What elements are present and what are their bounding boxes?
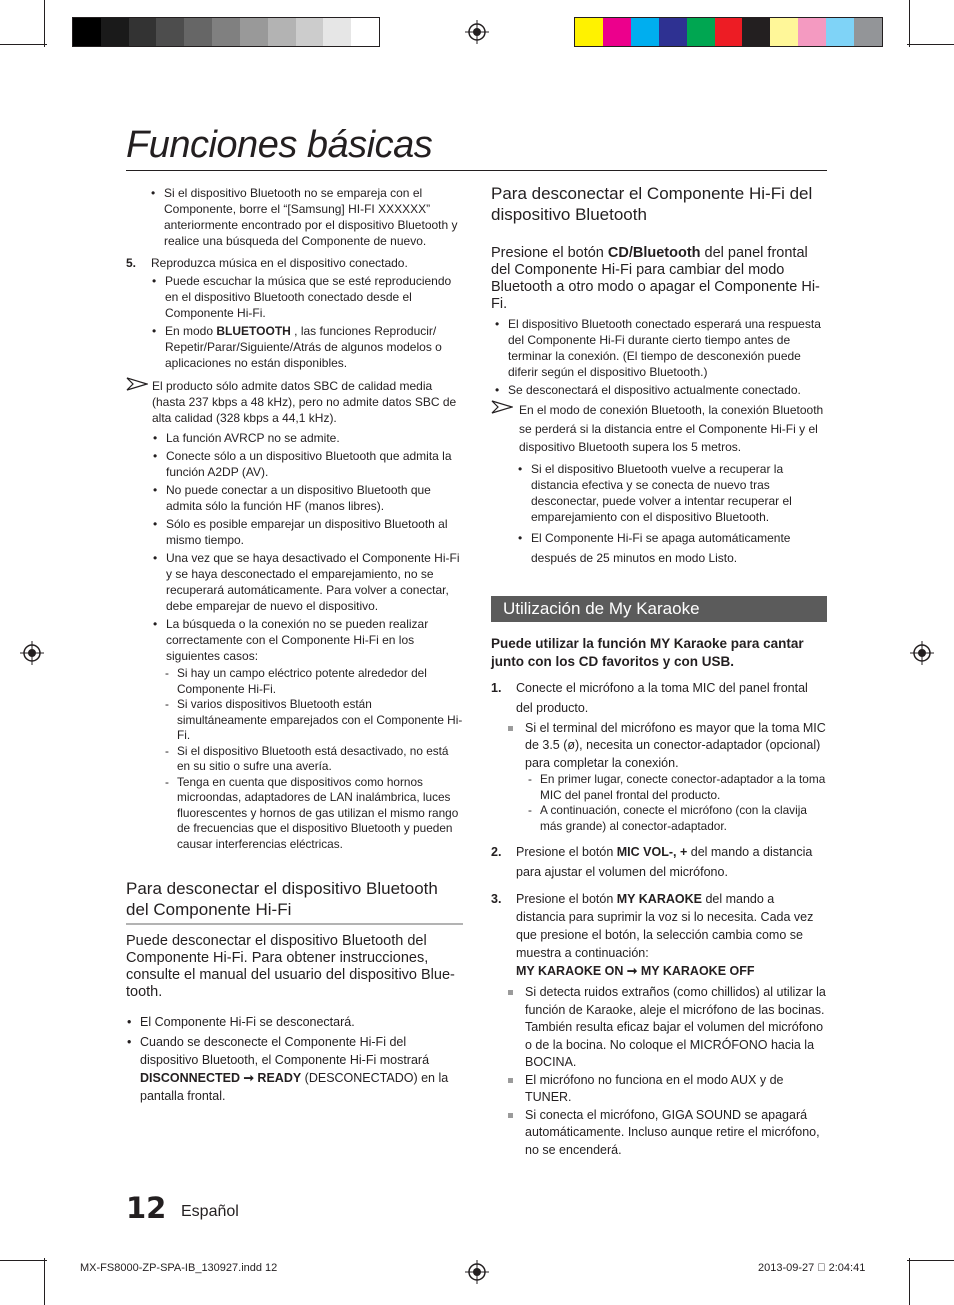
disconnect-bullets [491,316,827,398]
display-sequence: DISCONNECTED ➞ READY [140,1071,302,1085]
note [491,401,827,457]
registration-mark-icon [910,641,934,665]
section-body: Puede desconectar el dispositivo Bluetooth del Componente Hi-Fi. Para obtener instrucciones, consulte el manual del usuario del dispositivo Blue-tooth. [126,933,455,1000]
grayscale-color-bar [72,17,380,47]
list-item: • Se desconectará el dispositivo actualmente conectado. [494,382,827,398]
note-bullets [126,430,463,852]
color-swatch [631,18,659,46]
list-item: Si detecta ruidos extraños (como chillidos) al utilizar la función de Karaoke, aleje el micrófono de las bocinas. También resulta eficaz bajar el volumen del micrófono o de la bocina. No coloque el MICRÓFONO hacia la BOCINA. [505,984,827,1072]
registration-mark-icon [465,20,489,44]
list-item: • Cuando se desconecte el Componente Hi-Fi del dispositivo Bluetooth, el Componente Hi-Fi mostrará DISCONNECTED ➞ READY (DESCONECTADO) en la pantalla frontal. [126,1033,463,1105]
list-item: • El Componente Hi-Fi se apaga automáticamente después de 25 minutos en modo Listo. [517,528,827,568]
page-title: Funciones básicas [126,124,433,166]
page-language: Español [181,1203,239,1220]
note-text: El producto sólo admite datos SBC de calidad media (hasta 237 kbps a 48 kHz), pero no admite datos SBC de alta calidad (328 kbps a 44,1 kHz). [152,379,457,425]
cd-bluetooth-button-label: CD/Bluetooth [607,245,701,261]
list-item: • La búsqueda o la conexión no se pueden realizar correctamente con el Componente Hi-Fi en los siguientes casos: [152,616,463,664]
list-item: - A continuación, conecte el micrófono (con la clavija más grande) al conector-adaptador. [527,803,827,834]
step-text: Reproduzca música en el dispositivo conectado. [151,256,408,270]
step-number: 1. [491,680,502,695]
list-item: - Si hay un campo eléctrico potente alrededor del Componente Hi-Fi. [164,666,463,697]
list-item: - Si el dispositivo Bluetooth está desactivado, no está en su sitio o sufre una avería. [164,744,463,775]
color-swatch [687,18,715,46]
color-swatch [268,18,296,46]
list-item: • Sólo es posible emparejar un dispositivo Bluetooth al mismo tiempo. [152,516,463,548]
list-item: - Si varios dispositivos Bluetooth están simultáneamente emparejados con el Componente Hi-Fi. [164,697,463,744]
color-swatch [715,18,743,46]
list-item: Si el terminal del micrófono es mayor que la toma MIC de 3.5 (ø), necesita un conector-adaptador (opcional) para completar la conexión. [505,720,827,773]
list-item: • Conecte sólo a un dispositivo Bluetooth que admita la función A2DP (AV). [152,448,463,480]
bluetooth-mode-label: BLUETOOTH [216,324,291,338]
color-swatch [659,18,687,46]
color-swatch [854,18,882,46]
list-item: • El Componente Hi-Fi se desconectará. [126,1013,463,1031]
color-swatch [212,18,240,46]
list-item: El micrófono no funciona en el modo AUX y de TUNER. [505,1072,827,1107]
color-swatch [770,18,798,46]
note-arrow-icon [126,377,148,391]
list-item: • La función AVRCP no se admite. [152,430,463,446]
step-text: Presione el botón MIC VOL-, + del mando a distancia para ajustar el volumen del micrófono. [516,845,813,879]
color-swatch [826,18,854,46]
my-karaoke-button-label: MY KARAOKE [616,892,702,906]
list-item: • Una vez que se haya desactivado el Componente Hi-Fi y se haya desconectado el emparejamiento, no se recuperará automáticamente. Para volver a conectar, debe emparejar de nuevo el dispositivo. [152,550,463,614]
heading-rule [126,923,463,925]
list-item: • No puede conectar a un dispositivo Bluetooth que admita sólo la función HF (manos libres). [152,482,463,514]
color-swatch [323,18,351,46]
list-item: - En primer lugar, conecte conector-adaptador a la toma MIC del panel frontal del producto. [527,772,827,803]
karaoke-intro: Puede utilizar la función MY Karaoke para cantar junto con los CD favoritos y con USB. [491,635,804,669]
note [126,378,463,426]
section-heading: Para desconectar el Componente Hi-Fi del dispositivo Bluetooth [491,184,813,224]
color-swatch [575,18,603,46]
color-swatch [351,18,379,46]
step-text: Conecte el micrófono a la toma MIC del panel frontal del producto. [516,680,808,715]
step-1-notes [491,720,827,835]
color-swatch [73,18,101,46]
step-number: 3. [491,892,502,906]
color-swatch [156,18,184,46]
mic-vol-button-label: MIC VOL-, + [616,845,688,859]
color-swatch [296,18,324,46]
page-number: 12 [126,1191,167,1225]
note-bullets [491,461,827,568]
adapter-steps [505,772,827,834]
step-text: Presione el botón MY KARAOKE del mando a distancia para suprimir la voz si lo necesita. Cada vez que presione el botón, la selección cambia como se muestra a continuación: [516,892,814,960]
list-item: • Si el dispositivo Bluetooth no se empareja con el Componente, borre el “[Samsung] HI-FI XXXXXX” anteriormente encontrado por el dispositivo Bluetooth y realice una búsqueda del Componente de nuevo. [150,185,463,249]
color-swatch [603,18,631,46]
list-item: - Tenga en cuenta que dispositivos como hornos microondas, adaptadores de LAN inalámbrica, luces fluorescentes y hornos de gas utilizan el mismo rango de frecuencias que el dispositivo Bluetooth y pueden causar interferencias eléctricas. [164,775,463,853]
note-text: En el modo de conexión Bluetooth, la conexión Bluetooth se perderá si la distancia entre el Componente Hi-Fi y el dispositivo Bluetooth supera los 5 metros. [519,403,824,454]
left-column [126,185,463,1107]
step-number: 2. [491,845,502,859]
list-item: • En modo BLUETOOTH , las funciones Reproducir/ Repetir/Parar/Siguiente/Atrás de algunos modelos o aplicaciones no están disponibles. [151,323,463,371]
step-number: 5. [126,256,137,270]
section-body: Presione el botón CD/Bluetooth del panel frontal del Componente Hi-Fi para cambiar del modo Bluetooth a otro modo o apagar el Componente Hi-Fi. [491,245,820,312]
color-swatch [184,18,212,46]
karaoke-section-band: Utilización de My Karaoke [491,596,827,622]
color-swatch [101,18,129,46]
section-heading: Para desconectar el dispositivo Bluetooth del Componente Hi-Fi [126,879,438,919]
registration-mark-icon [20,641,44,665]
color-swatch [129,18,157,46]
karaoke-step-2 [491,842,827,882]
file-slug: MX-FS8000-ZP-SPA-IB_130927.indd 12 [80,1262,278,1274]
list-item: Si conecta el micrófono, GIGA SOUND se apagará automáticamente. Incluso aunque retire el micrófono, no se encenderá. [505,1107,827,1160]
case-list [152,666,463,852]
karaoke-sequence: MY KARAOKE ON ➞ MY KARAOKE OFF [516,964,755,978]
right-column [491,183,827,1159]
process-color-bar [574,17,883,47]
list-item: • Puede escuchar la música que se esté reproduciendo en el dispositivo Bluetooth conectado desde el Componente Hi-Fi. [151,273,463,321]
date-slug: 2013-09-27   2:04:41 [758,1262,866,1274]
list-item: • El dispositivo Bluetooth conectado esperará una respuesta del Componente Hi-Fi durante cierto tiempo antes de terminar la conexión. (El tiempo de desconexión puede diferir según el dispositivo Bluetooth.) [494,316,827,380]
title-rule [126,170,827,171]
step-3-notes [491,984,827,1159]
disconnect-bullets [126,1013,463,1105]
step-5 [126,255,463,371]
color-swatch [742,18,770,46]
registration-mark-icon [465,1260,489,1284]
note-arrow-icon [491,400,513,414]
color-swatch [798,18,826,46]
karaoke-step-3 [491,890,827,980]
list-item: • Si el dispositivo Bluetooth vuelve a recuperar la distancia efectiva y se conecta de nuevo tras desconectar, puede volver a intentar recuperar el emparejamiento con el dispositivo Bluetooth. [517,461,827,525]
karaoke-step-1 [491,678,827,718]
color-swatch [240,18,268,46]
